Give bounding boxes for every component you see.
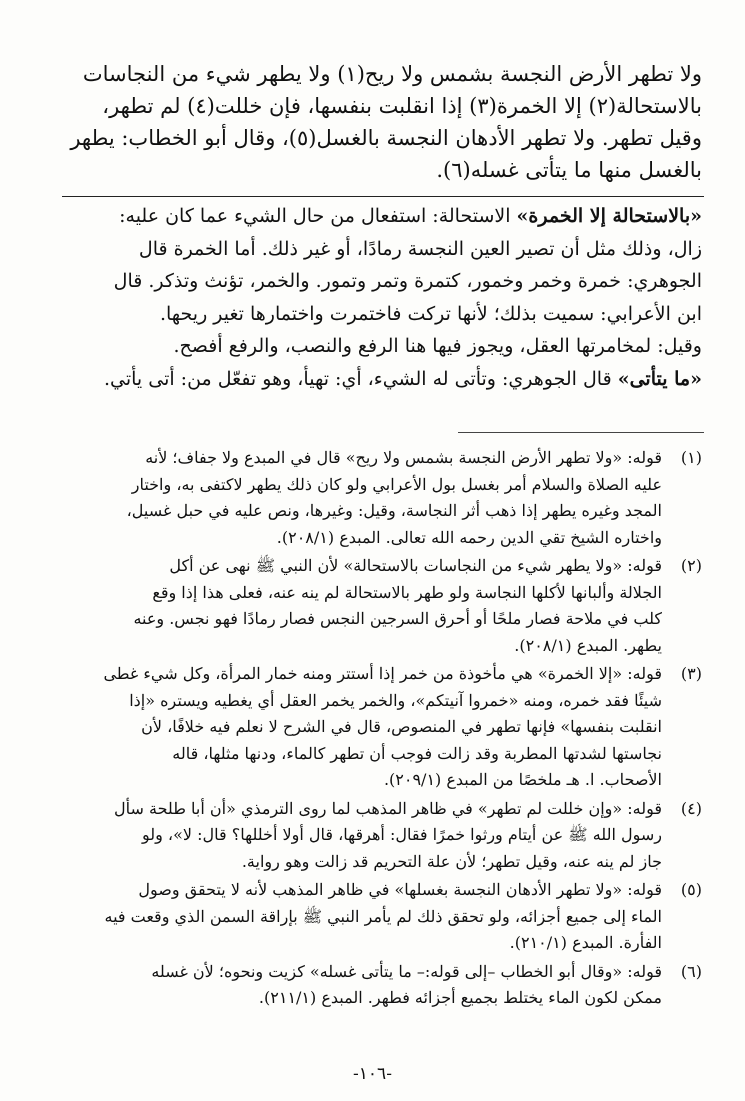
footnote-4 [62, 796, 702, 876]
commentary-line: ابن الأعرابي: سميت بذلك؛ لأنها تركت فاختمرت واختمارها تغير ريحها. [159, 302, 702, 325]
footnote-number: (٤) [680, 798, 702, 818]
commentary-text: الاستحالة: استفعال من حال الشيء عما كان عليه: [119, 205, 517, 227]
footnote-number: (٢) [680, 556, 702, 575]
commentary-line: الجوهري: خمرة وخمر وخمور، كتمرة وتمر وتمور. والخمر، تؤنث وتذكر. قال [113, 270, 702, 292]
footnote-line: انقلبت بنفسها» فإنها تطهر في المنصوص، قال في الشرح لا نعلم فيه خلافًا، لأن [141, 717, 662, 736]
footnote-number: (٦) [680, 961, 702, 981]
footnote-line: الأصحاب. ا. هـ ملخصًا من المبدع (٢٠٩/١). [383, 770, 662, 789]
footnote-5 [62, 877, 702, 957]
footnote-line: المجد وغيره يطهر إذا ذهب أثر النجاسة، وقيل: وغيرها، ونص عليه في حبل غسيل، [126, 501, 662, 520]
footnote-1 [62, 445, 702, 551]
footnote-line: ممكن لكون الماء يختلط بجميع أجزائه فطهر. المبدع (٢١١/١). [258, 988, 662, 1007]
commentary-entry-istihala [62, 200, 702, 233]
commentary-term: «بالاستحالة إلا الخمرة» [516, 205, 702, 227]
footnote-line: قوله: «وقال أبو الخطاب –إلى قوله:– ما يتأتى غسله» كزيت ونحوه؛ لأن غسله [151, 961, 662, 981]
commentary-entry-yataatta [62, 363, 702, 396]
footnote-line: قوله: «ولا تطهر الأرض النجسة بشمس ولا ريح» قال في المبدع ولا جفاف؛ لأنه [145, 448, 662, 467]
main-text-line: وقيل تطهر. ولا تطهر الأدهان النجسة بالغسل(٥)، وقال أبو الخطاب: يطهر [70, 126, 702, 150]
footnote-line: شيئًا فقد خمره، ومنه «خمروا آنيتكم»، والخمر يخمر العقل أي يغطيه ويستره «إذا [129, 690, 662, 710]
commentary-term: «ما يتأتى» [617, 367, 702, 390]
footnote-6 [62, 959, 702, 1012]
footnote-2 [62, 553, 702, 659]
footnote-line: قوله: «وإن خللت لم تطهر» في ظاهر المذهب لما روى الترمذي «أن أبا طلحة سأل [114, 798, 662, 818]
footnote-3 [62, 661, 702, 794]
footnote-line: رسول الله ﷺ عن أيتام ورثوا خمرًا فقال: أهرقها، قال أولا أخللها؟ قال: لا»، ولو [141, 825, 662, 844]
page-number: -١٠٦- [353, 1064, 392, 1084]
footnote-line: يطهر. المبدع (٢٠٨/١). [514, 635, 662, 655]
footnote-line: الجلالة وألبانها لأكلها النجاسة ولو طهر بالاستحالة لم ينه عنه، فعلى هذا إذا وقع [152, 582, 662, 602]
footnote-line: كلب في ملاحة فصار ملحًا أو أحرق السرجين النجس فصار رمادًا فهو نجس. وعنه [133, 609, 662, 628]
commentary-section [62, 200, 702, 395]
main-text-line: ولا تطهر الأرض النجسة بشمس ولا ريح(١) ولا يطهر شيء من النجاسات [82, 62, 702, 86]
main-text-line: بالاستحالة(٢) إلا الخمرة(٣) إذا انقلبت بنفسها، فإن خللت(٤) لم تطهر، [102, 94, 702, 118]
main-text [62, 58, 702, 186]
footnote-number: (٥) [680, 880, 702, 899]
commentary-text: قال الجوهري: وتأتى له الشيء، أي: تهيأ، وهو تفعّل من: أتى يأتي. [103, 367, 618, 390]
footnote-line: واختاره الشيخ تقي الدين رحمه الله تعالى. المبدع (٢٠٨/١). [276, 527, 662, 547]
commentary-line: وقيل: لمخامرتها العقل، ويجوز فيها هنا الرفع والنصب، والرفع أفصح. [173, 335, 702, 357]
footnote-line: الماء إلى جميع أجزائه، ولو تحقق ذلك لم يأمر النبي ﷺ بإراقة السمن الذي وقعت فيه [104, 906, 662, 926]
footnote-line: جاز لم ينه عنه، وقيل تطهر؛ لأن علة التحريم قد زالت وهو رواية. [241, 851, 662, 871]
main-text-line: بالغسل منها ما يتأتى غسله(٦). [436, 158, 702, 182]
main-text-divider [62, 196, 704, 197]
footnote-number: (١) [680, 448, 702, 467]
footnote-number: (٣) [680, 664, 702, 683]
footnote-line: قوله: «ولا تطهر الأدهان النجسة بغسلها» في ظاهر المذهب لأنه لا يتحقق وصول [138, 880, 662, 899]
footnote-line: قوله: «إلا الخمرة» هي مأخوذة من خمر إذا أستتر ومنه خمار المرأة، وكل شيء غطى [103, 664, 662, 683]
footnotes-section [62, 445, 702, 1014]
footnote-divider [458, 432, 704, 433]
footnote-line: قوله: «ولا يطهر شيء من النجاسات بالاستحالة» لأن النبي ﷺ نهى عن أكل [169, 556, 662, 575]
footnote-line: نجاستها لشدتها المطربة وقد زالت فوجب أن تطهر كالماء، ودنها مثلها، قاله [172, 743, 662, 763]
footnote-line: الفأرة. المبدع (٢١٠/١). [509, 933, 662, 952]
footnote-line: عليه الصلاة والسلام أمر بغسل بول الأعرابي ولو كان ذلك يطهر لاكتفى به، واختار [131, 474, 662, 494]
commentary-line: زال، وذلك مثل أن تصير العين النجسة رمادًا، أو غير ذلك. أما الخمرة قال [138, 237, 702, 260]
